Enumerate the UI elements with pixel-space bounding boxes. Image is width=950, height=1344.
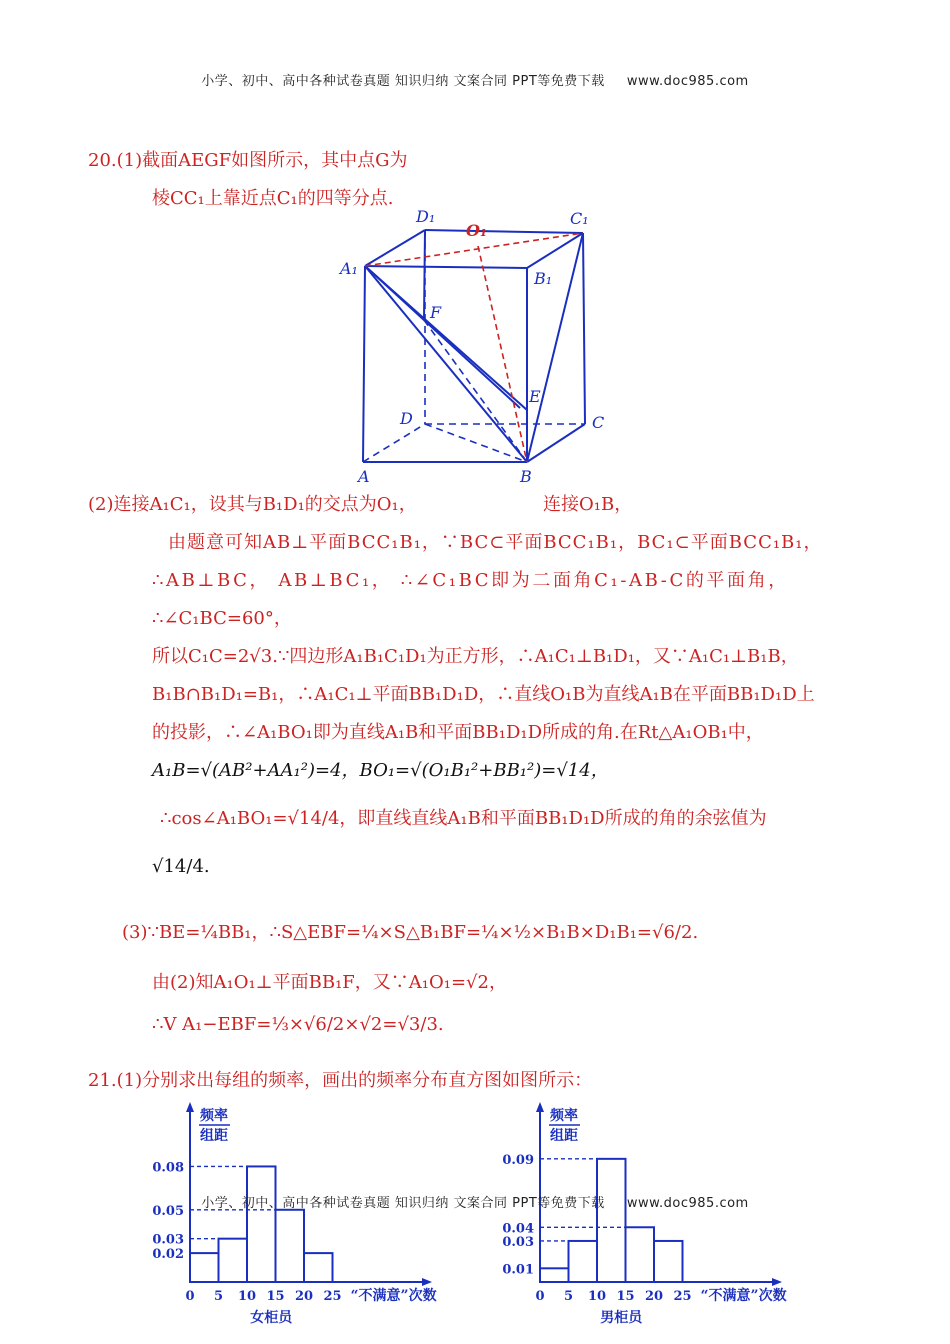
label-c1: C₁ [570,209,589,228]
y-tick-label: 0.02 [152,1247,184,1263]
header-text: 小学、初中、高中各种试卷真题 知识归纳 文案合同 PPT等免费下载 [201,74,605,89]
q20-p2-1b: 连接O₁B， [543,494,633,515]
y-tick-label: 0.05 [152,1203,184,1219]
y-label-top: 频率 [200,1108,228,1124]
q20-p3-2: 由(2)知A₁O₁⊥平面BB₁F，又∵A₁O₁=√2， [152,972,507,993]
q20-p3-3: ∴V A₁−EBF=⅓×√6/2×√2=√3/3. [152,1014,444,1035]
y-label-bottom: 组距 [200,1128,228,1144]
q20-p2-10: √14/4. [152,856,210,877]
header-url: www.doc985.com [626,74,749,89]
histogram-bar [569,1241,598,1282]
x-axis-label: “不满意”次数 [350,1288,437,1304]
label-c: C [592,413,605,432]
histogram-bar [540,1268,569,1282]
x-tick-label: 25 [323,1289,342,1304]
x-tick-label: 5 [213,1289,224,1304]
line-b-c1 [527,233,583,462]
q20-p1b: 棱CC₁上靠近点C₁的四等分点. [152,188,394,209]
x-axis-label: “不满意”次数 [700,1288,787,1304]
x-tick-label: 25 [673,1289,692,1304]
y-tick-label: 0.09 [502,1152,534,1168]
histogram-bar [190,1253,219,1282]
edge-a-a1 [363,266,365,462]
x-tick-label: 0 [185,1289,195,1304]
q20-p2-2: 由题意可知AB⊥平面BCC₁B₁，∵BC⊂平面BCC₁B₁，BC₁⊂平面BCC₁B₁， [168,532,823,553]
q20-p2-4: ∴∠C₁BC=60°， [152,608,292,629]
histogram-male [500,1100,830,1340]
edge-d1-c1 [425,230,583,233]
x-tick-label: 0 [535,1289,545,1304]
x-tick-label: 5 [563,1289,574,1304]
y-tick-label: 0.08 [152,1160,184,1176]
line-a1-e2 [365,266,520,408]
x-axis-arrow [772,1278,782,1286]
histogram-bar [304,1253,333,1282]
x-tick-label: 20 [294,1289,314,1304]
label-o1: O₁ [466,221,487,240]
q20-p2-9: ∴cos∠A₁BO₁=√14/4，即直线直线A₁B和平面BB₁D₁D所成的角的余弦值为 [160,808,767,829]
prism-figure [330,200,620,490]
label-d: D [400,409,413,428]
label-b1: B₁ [534,269,553,288]
footer-url: www.doc985.com [626,1196,749,1211]
y-axis-arrow [186,1102,194,1112]
q20-p2-7: 的投影，∴∠A₁BO₁即为直线A₁B和平面BB₁D₁D所成的角.在Rt△A₁OB₁中， [152,722,764,743]
edge-c-c1 [583,233,585,424]
q20-p2-8: A₁B=√(AB²+AA₁²)=4，BO₁=√(O₁B₁²+BB₁²)=√14， [152,760,609,781]
x-tick-label: 15 [266,1289,285,1304]
line-a1-b [365,266,527,462]
y-tick-label: 0.04 [502,1221,534,1237]
edge-c1-b1 [527,233,583,268]
y-axis-arrow [536,1102,544,1112]
y-tick-label: 0.03 [152,1232,184,1248]
y-tick-label: 0.03 [502,1234,534,1250]
label-f: F [430,303,442,322]
q21-p1: 21.(1)分别求出每组的频率，画出的频率分布直方图如图所示： [88,1070,593,1091]
x-tick-label: 10 [587,1289,607,1304]
q20-p2-1a: (2)连接A₁C₁，设其与B₁D₁的交点为O₁， [88,494,417,515]
x-axis-arrow [422,1278,432,1286]
edge-a1-d1 [365,230,425,266]
chart-title: 女柜员 [250,1310,293,1326]
page-footer-watermark [0,1192,950,1211]
q20-p2-3: ∴AB⊥BC， AB⊥BC₁， ∴∠C₁BC即为二面角C₁-AB-C的平面角， [152,570,789,591]
x-tick-label: 15 [616,1289,635,1304]
chart-title: 男柜员 [600,1310,643,1326]
label-a: A [358,467,370,486]
edge-a-d [363,424,425,462]
q20-p1a: 20.(1)截面AEGF如图所示，其中点G为 [88,150,408,171]
histogram-bar [219,1239,248,1282]
q20-p3-1: (3)∵BE=¼BB₁，∴S△EBF=¼×S△B₁BF=¼×½×B₁B×D₁B₁=√6/2. [122,922,699,943]
x-tick-label: 20 [644,1289,664,1304]
histogram-bar [626,1227,655,1282]
histogram-bar [654,1241,683,1282]
page-header [0,70,950,89]
q20-p2-5: 所以C₁C=2√3.∵四边形A₁B₁C₁D₁为正方形，∴A₁C₁⊥B₁D₁，又∵A₁C₁⊥B₁B， [152,646,799,667]
histogram-bar [276,1210,305,1282]
q20-p2-6: B₁B∩B₁D₁=B₁，∴A₁C₁⊥平面BB₁D₁D，∴直线O₁B为直线A₁B在平面BB₁D₁D上 [152,684,815,705]
y-label-top: 频率 [550,1108,578,1124]
line-f-b [424,320,527,462]
y-tick-label: 0.01 [502,1262,534,1278]
edge-b1-a1 [365,266,527,268]
y-label-bottom: 组距 [550,1128,578,1144]
label-a1: A₁ [340,259,358,278]
x-tick-label: 10 [237,1289,257,1304]
footer-text: 小学、初中、高中各种试卷真题 知识归纳 文案合同 PPT等免费下载 [201,1196,605,1211]
line-o1-b [478,246,527,462]
label-d1: D₁ [416,207,436,226]
label-b: B [520,467,532,486]
label-e: E [529,387,541,406]
histogram-female [150,1100,470,1340]
histogram-bar [597,1159,626,1282]
histogram-bar [247,1166,276,1282]
